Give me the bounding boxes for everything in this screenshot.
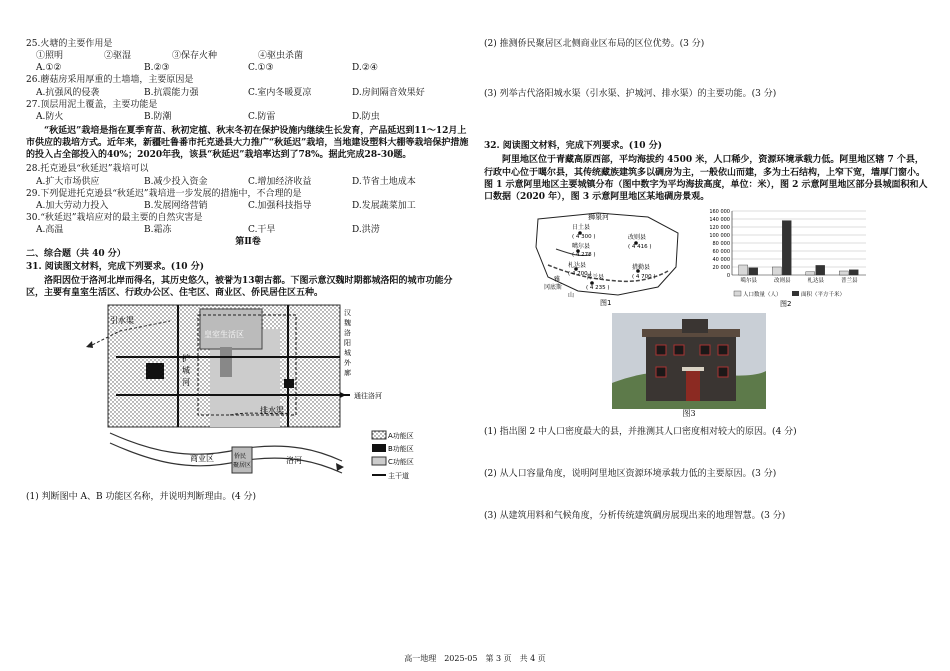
door — [686, 371, 700, 401]
q31-passage: 洛阳因位于洛河北岸而得名，其历史悠久，被誉为13朝古都。下图示意汉魏时期都城洛阳的城市功能分区，主要有皇室生活区、行政办公区、住宅区、商业区、侨民居住区五种。 — [26, 275, 453, 298]
chart-y-tick-label: 100 000 — [709, 232, 730, 239]
shan-label: 山 — [568, 291, 575, 299]
q27-options — [26, 111, 470, 123]
legend-b: B功能区 — [388, 444, 414, 453]
door-lintel — [682, 367, 704, 371]
q31-sub1: (1) 判断图中 A、B 功能区名称，并说明判断理由。(4 分) — [26, 491, 257, 502]
chart-y-tick-label: 120 000 — [709, 224, 730, 231]
commerce-label: 商业区 — [190, 453, 214, 463]
moat-label-1: 护 — [182, 353, 190, 363]
wall-char: 阳 — [344, 338, 351, 347]
q28-option-c: C.增加经济收益 — [248, 176, 312, 187]
ritu-alt: ( 4 300 ) — [572, 233, 596, 240]
legend-area-swatch — [792, 291, 799, 296]
q31-stem: 31. 阅读图文材料，完成下列要求。(10 分) — [26, 261, 204, 272]
q30-option-c: C.干旱 — [248, 225, 276, 236]
legend-road: 主干道 — [388, 471, 409, 480]
chart-x-tick-label: 札达县 — [807, 277, 825, 284]
qiaomin-label-1: 侨民 — [234, 452, 247, 460]
page-footer: 高一地理 2025-05 第 3 页 共 4 页 — [404, 654, 546, 664]
chart-y-tick-label: 40 000 — [712, 256, 730, 263]
q32-sub2: (2) 从人口容量角度，说明阿里地区资源环境承载力低的主要原因。(3 分) — [484, 468, 777, 479]
road-to-luohe-label: 通往洛河 — [354, 391, 382, 400]
fig2-caption: 图2 — [780, 299, 792, 308]
palace-label: 皇室生活区 — [204, 329, 244, 339]
chart-x-labels — [740, 276, 858, 284]
q25-options — [26, 62, 470, 74]
chart-bar — [782, 221, 791, 275]
drainage-label: 排水渠 — [260, 405, 284, 415]
q27-option-b: B.防潮 — [144, 111, 172, 122]
q32-passage: 阿里地区位于青藏高原西部，平均海拔约 4500 米，人口稀少，资源环境承载力低。阿里地区辖 7 个县，行政中心位于噶尔县，其传统藏族建筑多以碉房为主，一般依山而建，多为土石结构，上窄下宽，墙厚门窗小。图 1 示意阿里地区主要城镇分布（图中数字为平均海拔高度，单位：米），图 2 示意阿里地区部分县城面积和人口数据（2020 年），图 3 示意阿里地区某地碉房景观。 — [484, 155, 928, 202]
q28-options — [26, 176, 470, 188]
luoyang-map — [80, 301, 414, 489]
q26 — [26, 74, 470, 98]
q28-stem: 28.托克逊县“秋延迟”栽培可以 — [26, 164, 149, 175]
legend-a-swatch — [372, 431, 386, 439]
q30-option-a: A.高温 — [36, 225, 64, 236]
wall-char: 魏 — [344, 318, 351, 327]
fig3-caption: 图3 — [682, 408, 696, 418]
chart-y-tick-label: 20 000 — [712, 264, 730, 271]
population-area-chart — [700, 207, 870, 307]
wall-char: 城 — [344, 348, 351, 357]
legend-area: 面积（平方千米） — [801, 291, 846, 298]
diaofang-photo — [612, 313, 766, 409]
lake-label: 雅 — [554, 275, 561, 283]
chart-y-tick-label: 0 — [726, 272, 730, 279]
mountain-label: 冈底斯 — [544, 283, 563, 291]
right-column — [484, 38, 928, 522]
chart-x-tick-label: 普兰县 — [840, 277, 858, 284]
wall-char: 汉 — [344, 308, 351, 317]
puqing-alt: ( 4 235 ) — [586, 284, 610, 291]
function-zone-b — [146, 363, 164, 379]
puqing-label: 普兰县 — [586, 273, 605, 281]
q29-stem: 29.下列促进托克逊县“秋延迟”栽培进一步发展的措施中，不合理的是 — [26, 188, 302, 199]
chart-bar — [772, 267, 781, 275]
left-column — [26, 38, 470, 503]
q25-item: ③保存火种 — [172, 51, 218, 62]
legend-population-swatch — [734, 291, 741, 296]
gaize-alt: ( 4 416 ) — [628, 243, 652, 250]
ali-map — [528, 207, 686, 307]
moat-label-2: 城 — [182, 365, 190, 375]
wall-char: 外 — [344, 358, 351, 367]
gaer-label: 噶尔县 — [572, 242, 591, 250]
volume-heading: 第Ⅱ卷 — [235, 237, 261, 248]
chart-y-tick-label: 60 000 — [712, 248, 730, 255]
legend-a: A功能区 — [388, 431, 414, 440]
q28 — [26, 163, 470, 187]
q30-option-d: D.洪涝 — [352, 225, 380, 236]
chart-bar — [749, 268, 758, 275]
fig1-caption: 图1 — [600, 298, 612, 307]
river-flow-icon — [336, 463, 344, 471]
q25-option-c: C.①③ — [248, 63, 274, 74]
q32-figures — [484, 207, 928, 307]
gaize-label: 改则县 — [628, 233, 647, 241]
river-label: 狮泉河 — [588, 212, 609, 221]
map-legend — [372, 431, 414, 480]
legend-c: C功能区 — [388, 457, 414, 466]
q28-option-d: D.节省土地成本 — [352, 176, 416, 187]
chart-legend — [734, 290, 845, 298]
q25-option-b: B.②③ — [144, 63, 170, 74]
q26-option-a: A.抗强风的侵袭 — [36, 87, 100, 98]
ritu-label: 日土县 — [572, 223, 591, 231]
q25-item: ①照明 — [36, 51, 64, 62]
q31-sub2: (2) 推测侨民聚居区北侧商业区布局的区位优势。(3 分) — [484, 39, 705, 49]
top-tower — [682, 319, 708, 333]
q25 — [26, 38, 470, 74]
chart-bar — [739, 265, 748, 275]
q25-option-a: A.①② — [36, 63, 62, 74]
q27-option-a: A.防火 — [36, 111, 64, 122]
canal-label: 引水渠 — [110, 315, 134, 325]
q32-stem: 32. 阅读图文材料，完成下列要求。(10 分) — [484, 141, 662, 152]
chart-y-tick-label: 160 000 — [709, 208, 730, 215]
q25-item: ②驱湿 — [104, 51, 132, 62]
legend-c-swatch — [372, 457, 386, 465]
luo-river-bank — [110, 443, 342, 473]
chart-x-tick-label: 改则县 — [773, 277, 791, 284]
q27-option-d: D.防虫 — [352, 111, 380, 122]
outer-wall-label — [344, 308, 352, 377]
q27-option-c: C.防雷 — [248, 111, 276, 122]
q29-option-a: A.加大劳动力投入 — [36, 200, 109, 211]
q27-stem: 27.顶层用泥土覆盖，主要功能是 — [26, 99, 158, 110]
q26-option-d: D.房间隔音效果好 — [352, 87, 425, 98]
chart-bar — [839, 271, 848, 275]
zada-alt: ( 4 700 ) — [568, 270, 592, 277]
q28-option-b: B.减少投入资金 — [144, 176, 208, 187]
chart-bar — [816, 265, 825, 275]
q29-option-b: B.发展网络营销 — [144, 200, 208, 211]
q30 — [26, 212, 470, 236]
q25-stem: 25.火塘的主要作用是 — [26, 39, 113, 49]
chart-y-tick-label: 80 000 — [712, 240, 730, 247]
q26-options — [26, 87, 470, 99]
q27 — [26, 99, 470, 123]
q32-sub3: (3) 从建筑用料和气候角度，分析传统建筑碉房展现出来的地理智慧。(3 分) — [484, 511, 786, 522]
chart-x-tick-label: 噶尔县 — [740, 277, 758, 284]
wall-char: 廓 — [344, 368, 351, 377]
q28-option-a: A.扩大市场供应 — [36, 176, 100, 187]
chart-bar — [849, 270, 858, 275]
q26-option-b: B.抗震能力强 — [144, 87, 199, 98]
q25-items — [26, 50, 470, 62]
canal-arrow-icon — [86, 341, 93, 348]
qiaomin-label-2: 聚居区 — [233, 461, 252, 469]
cuoqin-label: 措勤县 — [632, 263, 651, 271]
q26-stem: 26.蘑菇房采用厚重的土墙墙，主要原因是 — [26, 75, 194, 86]
passage-28-30: “秋延迟”栽培是指在夏季育苗、秋初定植、秋末冬初在保护设施内继续生长发育，产品延迟到11～12月上市供应的栽培方式。近年来，新疆吐鲁番市托克逊县大力推广“秋延迟”栽培，当地建设塑料大棚等栽培保护措施的投入占全部投入的40%；2020年我，该县“秋延迟”栽培率达到了78%。据此完成28-30题。 — [26, 125, 469, 161]
palace-axis — [220, 347, 232, 377]
q30-stem: 30.“秋延迟”栽培应对的最主要的自然灾害是 — [26, 212, 203, 223]
cuoqin-alt: ( 4 700 ) — [632, 273, 656, 280]
legend-population: 人口数量（人） — [743, 291, 782, 298]
q30-options — [26, 224, 470, 236]
q32-sub1: (1) 指出图 2 中人口密度最大的县，并推测其人口密度相对较大的原因。(4 分) — [484, 426, 797, 437]
wall-char: 洛 — [344, 328, 351, 337]
gaer-alt: ( 4 278 ) — [572, 251, 596, 258]
q29-options — [26, 200, 470, 212]
chart-y-tick-label: 140 000 — [709, 216, 730, 223]
legend-b-swatch — [372, 444, 386, 452]
moat-label-3: 河 — [182, 377, 190, 387]
q30-option-b: B.霜冻 — [144, 225, 172, 236]
zada-label: 札达县 — [568, 261, 587, 269]
luohe-label: 洛河 — [286, 455, 302, 465]
q29-option-c: C.加强科技指导 — [248, 200, 312, 211]
q25-item: ④驱虫杀菌 — [258, 51, 304, 62]
q29 — [26, 188, 470, 212]
chart-bar — [806, 272, 815, 275]
section-heading: 二、综合题（共 40 分） — [26, 249, 126, 260]
q31-sub3: (3) 列举古代洛阳城水渠（引水渠、护城河、排水渠）的主要功能。(3 分) — [484, 89, 777, 100]
qiaomin-area — [232, 447, 252, 473]
q29-option-d: D.发展蔬菜加工 — [352, 200, 416, 211]
road-arrow-icon — [340, 392, 346, 398]
q25-option-d: D.②④ — [352, 63, 378, 74]
q26-option-c: C.室内冬暖夏凉 — [248, 87, 312, 98]
